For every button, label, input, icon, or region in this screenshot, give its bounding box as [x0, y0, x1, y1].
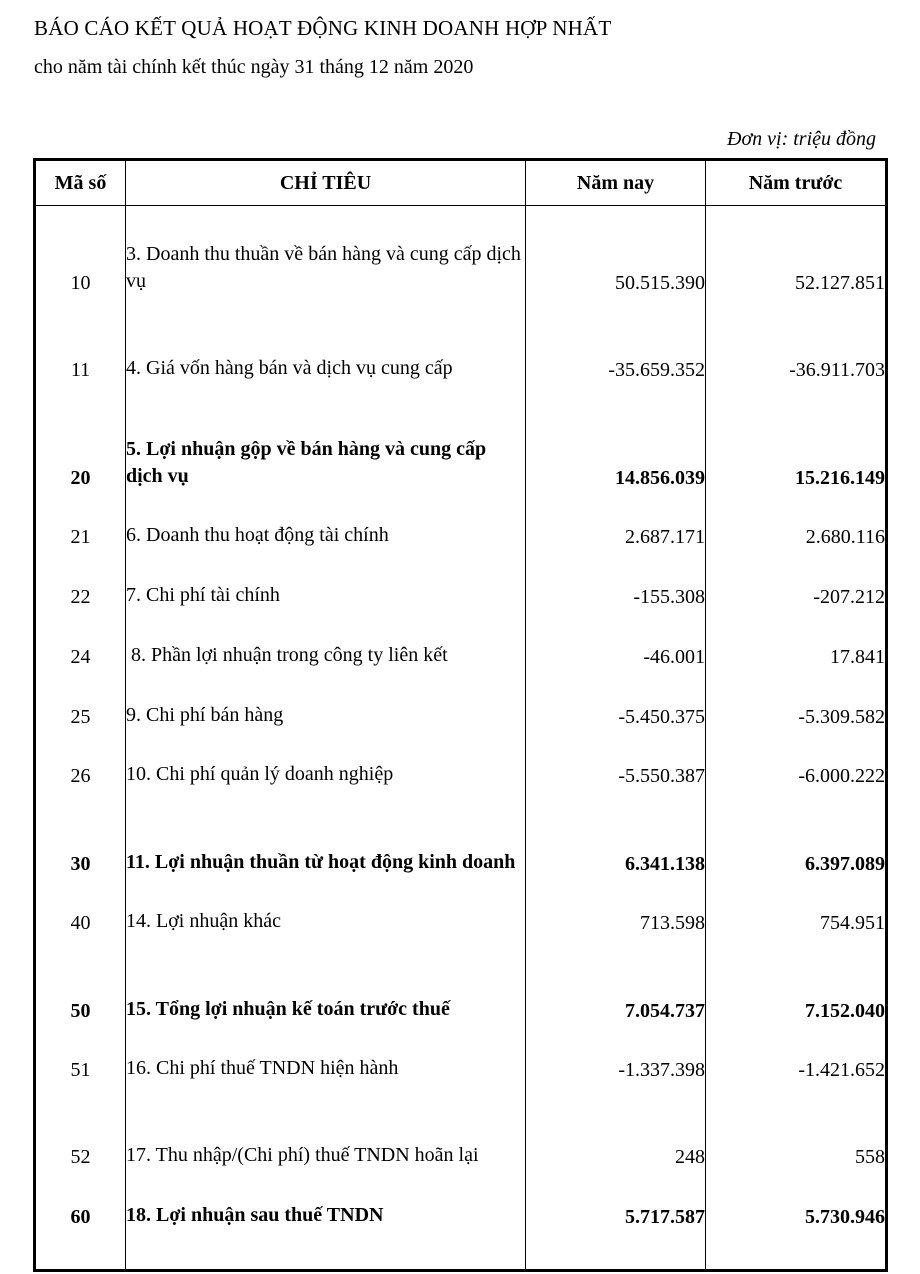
row-code: 10	[35, 220, 126, 295]
row-item: 5. Lợi nhuận gộp về bán hàng và cung cấp dịch vụ	[126, 382, 526, 490]
table-row	[35, 549, 887, 609]
header-current-year: Năm nay	[526, 160, 706, 206]
header-item: CHỈ TIÊU	[126, 160, 526, 206]
row-current-value: 7.054.737	[526, 935, 706, 1023]
row-code: 26	[35, 729, 126, 788]
header-previous-year: Năm trước	[706, 160, 887, 206]
row-current-value: 5.717.587	[526, 1169, 706, 1229]
row-previous-value: 754.951	[706, 876, 887, 935]
row-code: 52	[35, 1082, 126, 1169]
table-row	[35, 609, 887, 669]
row-current-value: -1.337.398	[526, 1023, 706, 1082]
row-previous-value: -5.309.582	[706, 669, 887, 729]
row-code: 60	[35, 1169, 126, 1229]
table-row	[35, 220, 887, 295]
row-current-value: 713.598	[526, 876, 706, 935]
row-previous-value: 558	[706, 1082, 887, 1169]
row-item: 9. Chi phí bán hàng	[126, 669, 526, 729]
row-code: 20	[35, 382, 126, 490]
table-row	[35, 1169, 887, 1229]
row-item: 8. Phần lợi nhuận trong công ty liên kết	[126, 609, 526, 669]
row-previous-value: 6.397.089	[706, 788, 887, 876]
row-code: 11	[35, 295, 126, 382]
row-item: 16. Chi phí thuế TNDN hiện hành	[126, 1023, 526, 1082]
row-item: 15. Tổng lợi nhuận kế toán trước thuế	[126, 935, 526, 1023]
row-previous-value: -207.212	[706, 549, 887, 609]
header-code: Mã số	[35, 160, 126, 206]
row-code: 51	[35, 1023, 126, 1082]
row-current-value: 2.687.171	[526, 490, 706, 549]
row-code: 50	[35, 935, 126, 1023]
row-code: 30	[35, 788, 126, 876]
row-code: 25	[35, 669, 126, 729]
row-item: 14. Lợi nhuận khác	[126, 876, 526, 935]
row-previous-value: -6.000.222	[706, 729, 887, 788]
table-row	[35, 490, 887, 549]
row-code: 21	[35, 490, 126, 549]
table-row	[35, 669, 887, 729]
table-row	[35, 1023, 887, 1082]
row-current-value: -5.450.375	[526, 669, 706, 729]
row-previous-value: 2.680.116	[706, 490, 887, 549]
row-item: 4. Giá vốn hàng bán và dịch vụ cung cấp	[126, 295, 526, 382]
row-previous-value: -36.911.703	[706, 295, 887, 382]
row-current-value: -5.550.387	[526, 729, 706, 788]
row-code: 24	[35, 609, 126, 669]
row-current-value: -46.001	[526, 609, 706, 669]
row-previous-value: 15.216.149	[706, 382, 887, 490]
table-row	[35, 1082, 887, 1169]
row-previous-value: 5.730.946	[706, 1169, 887, 1229]
row-current-value: 248	[526, 1082, 706, 1169]
row-item: 3. Doanh thu thuần về bán hàng và cung cấp dịch vụ	[126, 220, 526, 295]
report-title: BÁO CÁO KẾT QUẢ HOẠT ĐỘNG KINH DOANH HỢP NHẤT	[34, 16, 612, 40]
row-item: 10. Chi phí quản lý doanh nghiệp	[126, 729, 526, 788]
table-row	[35, 876, 887, 935]
row-current-value: 6.341.138	[526, 788, 706, 876]
row-previous-value: 17.841	[706, 609, 887, 669]
report-subtitle: cho năm tài chính kết thúc ngày 31 tháng 12 năm 2020	[34, 56, 474, 78]
row-previous-value: 7.152.040	[706, 935, 887, 1023]
table-row	[35, 935, 887, 1023]
table-header-row	[35, 160, 887, 206]
table-row	[35, 788, 887, 876]
row-current-value: -155.308	[526, 549, 706, 609]
row-current-value: -35.659.352	[526, 295, 706, 382]
row-item: 17. Thu nhập/(Chi phí) thuế TNDN hoãn lại	[126, 1082, 526, 1169]
row-current-value: 50.515.390	[526, 220, 706, 295]
table-row	[35, 382, 887, 490]
row-item: 6. Doanh thu hoạt động tài chính	[126, 490, 526, 549]
row-code: 22	[35, 549, 126, 609]
row-current-value: 14.856.039	[526, 382, 706, 490]
currency-unit-note: Đơn vị: triệu đồng	[727, 128, 876, 150]
income-statement-table	[33, 158, 888, 1272]
row-item: 11. Lợi nhuận thuần từ hoạt động kinh doanh	[126, 788, 526, 876]
row-previous-value: -1.421.652	[706, 1023, 887, 1082]
table-spacer-row	[35, 206, 887, 221]
row-item: 18. Lợi nhuận sau thuế TNDN	[126, 1169, 526, 1229]
row-code: 40	[35, 876, 126, 935]
table-row	[35, 295, 887, 382]
row-item: 7. Chi phí tài chính	[126, 549, 526, 609]
row-previous-value: 52.127.851	[706, 220, 887, 295]
table-spacer-row	[35, 1229, 887, 1271]
table-row	[35, 729, 887, 788]
